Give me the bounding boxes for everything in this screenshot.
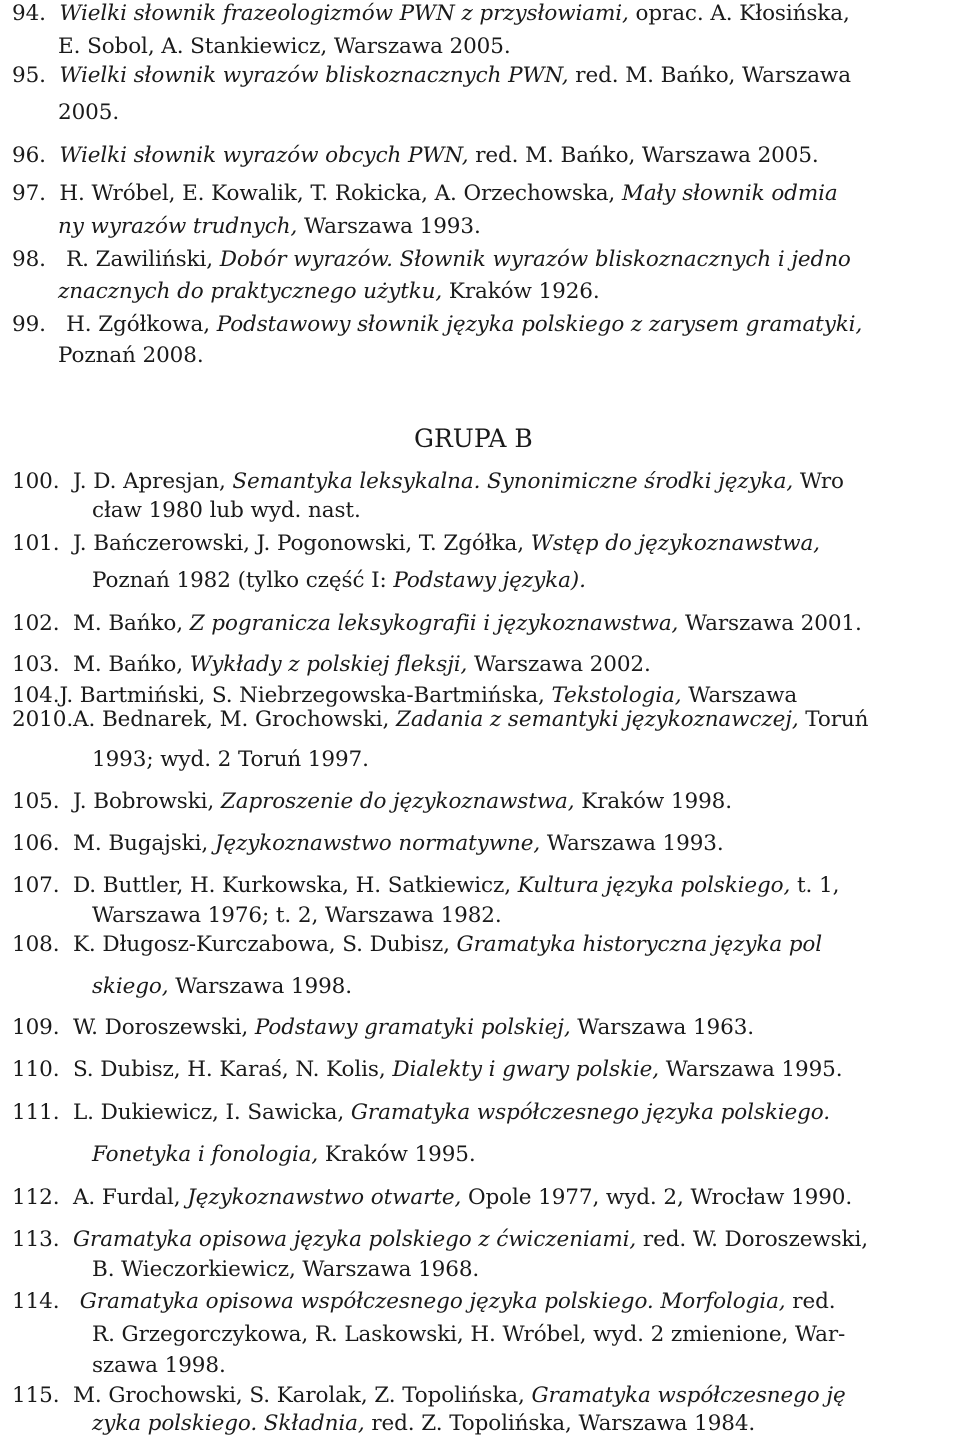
bibliography-line (12, 0, 850, 28)
title-text: Wykłady z polskiej fleksji, (189, 652, 468, 677)
citation-text: Wro (793, 469, 844, 494)
title-text: Wielki słownik wyrazów bliskoznacznych PWN, (59, 63, 569, 88)
citation-text: Warszawa 2002. (467, 652, 651, 677)
title-text: Gramatyka opisowa współczesnego języka polskiego. Morfologia, (79, 1289, 786, 1314)
citation-text: 107. D. Buttler, H. Kurkowska, H. Satkiewicz, (12, 873, 518, 898)
bibliography-line (12, 468, 844, 496)
citation-text: cław 1980 lub wyd. nast. (92, 498, 361, 523)
citation-text: 99. H. Zgółkowa, (12, 312, 217, 337)
citation-text: 108. K. Długosz-Kurczabowa, S. Dubisz, (12, 932, 457, 957)
title-text: Podstawowy słownik języka polskiego z zarysem gramatyki, (216, 312, 863, 337)
citation-text: szawa 1998. (92, 1353, 226, 1378)
bibliography-line (92, 1352, 226, 1380)
citation-text: red. W. Doroszewski, (636, 1227, 868, 1252)
title-text: Wielki słownik wyrazów obcych PWN, (59, 143, 469, 168)
bibliography-line (12, 1099, 830, 1127)
title-text: ny wyrazów trudnych, (58, 214, 298, 239)
bibliography-line (12, 530, 820, 558)
title-text: Zaproszenie do językoznawstwa, (220, 789, 575, 814)
title-text: Tekstologia, (551, 683, 682, 708)
citation-text: red. (785, 1289, 836, 1314)
title-text: Z pogranicza leksykografii i językoznawstwa, (189, 611, 679, 636)
title-text: Zadania z semantyki językoznawczej, (396, 707, 799, 732)
citation-text: Warszawa 1995. (659, 1057, 843, 1082)
bibliography-line (92, 567, 586, 595)
citation-text: 115. M. Grochowski, S. Karolak, Z. Topolińska, (12, 1383, 532, 1408)
citation-text: 104.J. Bartmiński, S. Niebrzegowska-Bartmińska, (12, 683, 552, 708)
bibliography-line (12, 1382, 846, 1410)
bibliography-line (92, 746, 369, 774)
bibliography-line (12, 931, 822, 959)
citation-text: 105. J. Bobrowski, (12, 789, 221, 814)
citation-text: Warszawa (681, 683, 798, 708)
bibliography-line (12, 1184, 852, 1212)
bibliography-line (12, 1014, 754, 1042)
citation-text: B. Wieczorkiewicz, Warszawa 1968. (92, 1257, 480, 1282)
bibliography-line (12, 142, 819, 170)
bibliography-line (58, 33, 511, 61)
citation-text: 109. W. Doroszewski, (12, 1015, 255, 1040)
citation-text: Warszawa 2001. (678, 611, 862, 636)
citation-text: 110. S. Dubisz, H. Karaś, N. Kolis, (12, 1057, 393, 1082)
citation-text: 1993; wyd. 2 Toruń 1997. (92, 747, 369, 772)
bibliography-line (58, 99, 119, 127)
title-text: Wstęp do językoznawstwa, (530, 531, 820, 556)
citation-text: 101. J. Bańczerowski, J. Pogonowski, T. Zgółka, (12, 531, 531, 556)
citation-text: Warszawa 1993. (540, 831, 724, 856)
bibliography-line (12, 1056, 842, 1084)
title-text: Fonetyka i fonologia, (92, 1142, 319, 1167)
citation-text: 113. (12, 1227, 73, 1252)
citation-text: Opole 1977, wyd. 2, Wrocław 1990. (461, 1185, 853, 1210)
bibliography-line (58, 213, 481, 241)
citation-text: E. Sobol, A. Stankiewicz, Warszawa 2005. (58, 34, 511, 59)
citation-text: t. 1, (790, 873, 840, 898)
title-text: Gramatyka współczesnego ję (531, 1383, 846, 1408)
bibliography-line (92, 1256, 479, 1284)
bibliography-line (12, 610, 862, 638)
title-text: Wielki słownik frazeologizmów PWN z przysłowiami, (59, 1, 629, 26)
bibliography-line (12, 830, 724, 858)
citation-text: Kraków 1926. (442, 279, 600, 304)
citation-text: 2010.A. Bednarek, M. Grochowski, (12, 707, 397, 732)
citation-text: red. M. Bańko, Warszawa (568, 63, 851, 88)
citation-text: 94. (12, 1, 60, 26)
title-text: Podstawy języka). (393, 568, 586, 593)
section-heading: GRUPA B (414, 424, 533, 453)
citation-text: 2005. (58, 100, 120, 125)
bibliography-line (12, 246, 851, 274)
title-text: Kultura języka polskiego, (517, 873, 791, 898)
citation-text: 114. (12, 1289, 80, 1314)
bibliography-line (12, 180, 838, 208)
bibliography-line (92, 1141, 476, 1169)
bibliography-line (12, 1226, 868, 1254)
bibliography-line (12, 651, 651, 679)
citation-text: 106. M. Bugajski, (12, 831, 215, 856)
title-text: Podstawy gramatyki polskiej, (254, 1015, 571, 1040)
bibliography-line (12, 311, 862, 339)
citation-text: 103. M. Bańko, (12, 652, 190, 677)
citation-text: Kraków 1998. (574, 789, 732, 814)
citation-text: 98. R. Zawiliński, (12, 247, 220, 272)
citation-text: 102. M. Bańko, (12, 611, 190, 636)
bibliography-line (12, 1288, 835, 1316)
citation-text: 100. J. D. Apresjan, (12, 469, 233, 494)
title-text: Językoznawstwo normatywne, (214, 831, 541, 856)
bibliography-line (58, 278, 600, 306)
bibliography-line (12, 788, 732, 816)
citation-text: R. Grzegorczykowa, R. Laskowski, H. Wróbel, wyd. 2 zmienione, War- (92, 1322, 846, 1347)
bibliography-line (92, 1321, 845, 1349)
title-text: Mały słownik odmia (621, 181, 838, 206)
title-text: Gramatyka opisowa języka polskiego z ćwiczeniami, (72, 1227, 637, 1252)
citation-text: 96. (12, 143, 60, 168)
title-text: Gramatyka historyczna języka pol (456, 932, 823, 957)
title-text: znacznych do praktycznego użytku, (58, 279, 443, 304)
citation-text: Poznań 2008. (58, 343, 204, 368)
title-text: Gramatyka współczesnego języka polskiego. (350, 1100, 831, 1125)
citation-text: Kraków 1995. (318, 1142, 476, 1167)
bibliography-line (92, 973, 352, 1001)
bibliography-line (92, 902, 502, 930)
bibliography-line (12, 872, 839, 900)
citation-text: oprac. A. Kłosińska, (628, 1, 850, 26)
title-text: Dialekty i gwary polskie, (392, 1057, 660, 1082)
bibliography-line (92, 497, 361, 525)
citation-text: Warszawa 1963. (570, 1015, 755, 1040)
citation-text: 95. (12, 63, 60, 88)
citation-text: red. Z. Topolińska, Warszawa 1984. (364, 1411, 756, 1436)
title-text: zyka polskiego. Składnia, (92, 1411, 365, 1436)
bibliography-line (12, 706, 868, 734)
bibliography-line (58, 342, 204, 370)
title-text: skiego, (92, 974, 169, 999)
bibliography-line (12, 62, 851, 90)
citation-text: 97. H. Wróbel, E. Kowalik, T. Rokicka, A. Orzechowska, (12, 181, 622, 206)
citation-text: 112. A. Furdal, (12, 1185, 188, 1210)
citation-text: red. M. Bańko, Warszawa 2005. (468, 143, 819, 168)
title-text: Dobór wyrazów. Słownik wyrazów bliskoznacznych i jedno (219, 247, 851, 272)
citation-text: Warszawa 1998. (168, 974, 352, 999)
citation-text: Warszawa 1993. (297, 214, 481, 239)
citation-text: Warszawa 1976; t. 2, Warszawa 1982. (92, 903, 502, 928)
citation-text: Toruń (798, 707, 869, 732)
citation-text: 111. L. Dukiewicz, I. Sawicka, (12, 1100, 351, 1125)
title-text: Językoznawstwo otwarte, (187, 1185, 462, 1210)
citation-text: Poznań 1982 (tylko część I: (92, 568, 394, 593)
title-text: Semantyka leksykalna. Synonimiczne środki języka, (232, 469, 794, 494)
bibliography-line (92, 1410, 755, 1438)
